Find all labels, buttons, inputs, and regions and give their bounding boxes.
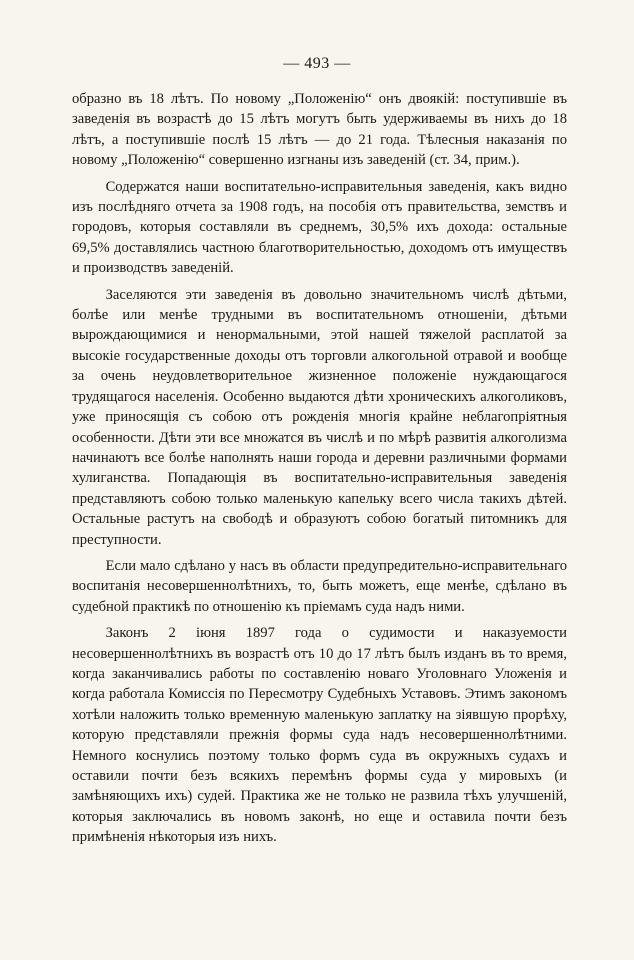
paragraph-5: Законъ 2 іюня 1897 года о судимости и наказуемости несовершеннолѣтнихъ въ возрастѣ отъ 10 до 17 лѣтъ былъ изданъ въ то время, когда заканчивались работы по составленію новаго Уголовнаго Уложенія и когда работала Комиссія по Пересмотру Судебныхъ Уставовъ. Этимъ закономъ хотѣли наложить только временную маленькую заплатку на зіявшую прорѣху, которую представляли прежнія формы суда надъ несовершеннолѣтними. Немного коснулись поэтому только формъ суда въ окружныхъ судахъ и оставили почти безъ всякихъ перемѣнъ формы суда у мировыхъ (и замѣняющихъ ихъ) судей. Практика же не только не развила тѣхъ улучшеній, которыя заключались въ новомъ законѣ, но еще и оставила почти безъ примѣненія нѣкоторыя изъ нихъ. <box>72 625 567 846</box>
paragraph-3: Заселяются эти заведенія въ довольно значительномъ числѣ дѣтьми, болѣе или менѣе трудными въ воспитательномъ отношеніи, дѣтьми вырождающимися и ненормальными, этой нашей тяжелой расплатой за высокіе государственные доходы отъ торговли алкогольной отравой и вообще за очень неудовлетворительное жизненное положеніе нуждающагося трудящагося населенія. Особенно выдаются дѣти хроническихъ алкоголиковъ, уже приносящія съ собою отъ рожденія многія крайне неблагопріятныя особенности. Дѣти эти все множатся въ числѣ и по мѣрѣ развитія алкоголизма начинаютъ все болѣе наполнять наши города и деревни различными формами хулиганства. Попадающія въ воспитательно-исправительныя заведенія представляютъ собою только маленькую капельку всего числа такихъ дѣтей. Остальные растутъ на свободѣ и образуютъ собою богатый питомникъ для преступности. <box>72 286 567 548</box>
paragraph-4: Если мало сдѣлано у насъ въ области предупредительно-исправительнаго воспитанія несовершеннолѣтнихъ, то, быть можетъ, еще менѣе, сдѣлано въ судебной практикѣ по отношенію къ пріемамъ суда надъ ними. <box>72 557 567 615</box>
body-text <box>72 89 567 848</box>
paragraph-2: Содержатся наши воспитательно-исправительныя заведенія, какъ видно изъ послѣдняго отчета за 1908 годъ, на пособія отъ правительства, земствъ и городовъ, которыя составляли въ среднемъ, 30,5% ихъ дохода: остальные 69,5% доставлялись частною благотворительностью, доходомъ отъ имуществъ и производствъ заведеній. <box>72 178 567 277</box>
paragraph-1: образно въ 18 лѣтъ. По новому „Положенію“ онъ двоякій: поступившіе въ заведенія въ возрастѣ до 15 лѣтъ могутъ быть удерживаемы въ нихъ до 18 лѣтъ, а поступившіе послѣ 15 лѣтъ — до 21 года. Тѣлесныя наказанія по новому „Положенію“ совершенно изгнаны изъ заведеній (ст. 34, прим.). <box>72 91 567 169</box>
page-number: — 493 — <box>283 55 351 72</box>
